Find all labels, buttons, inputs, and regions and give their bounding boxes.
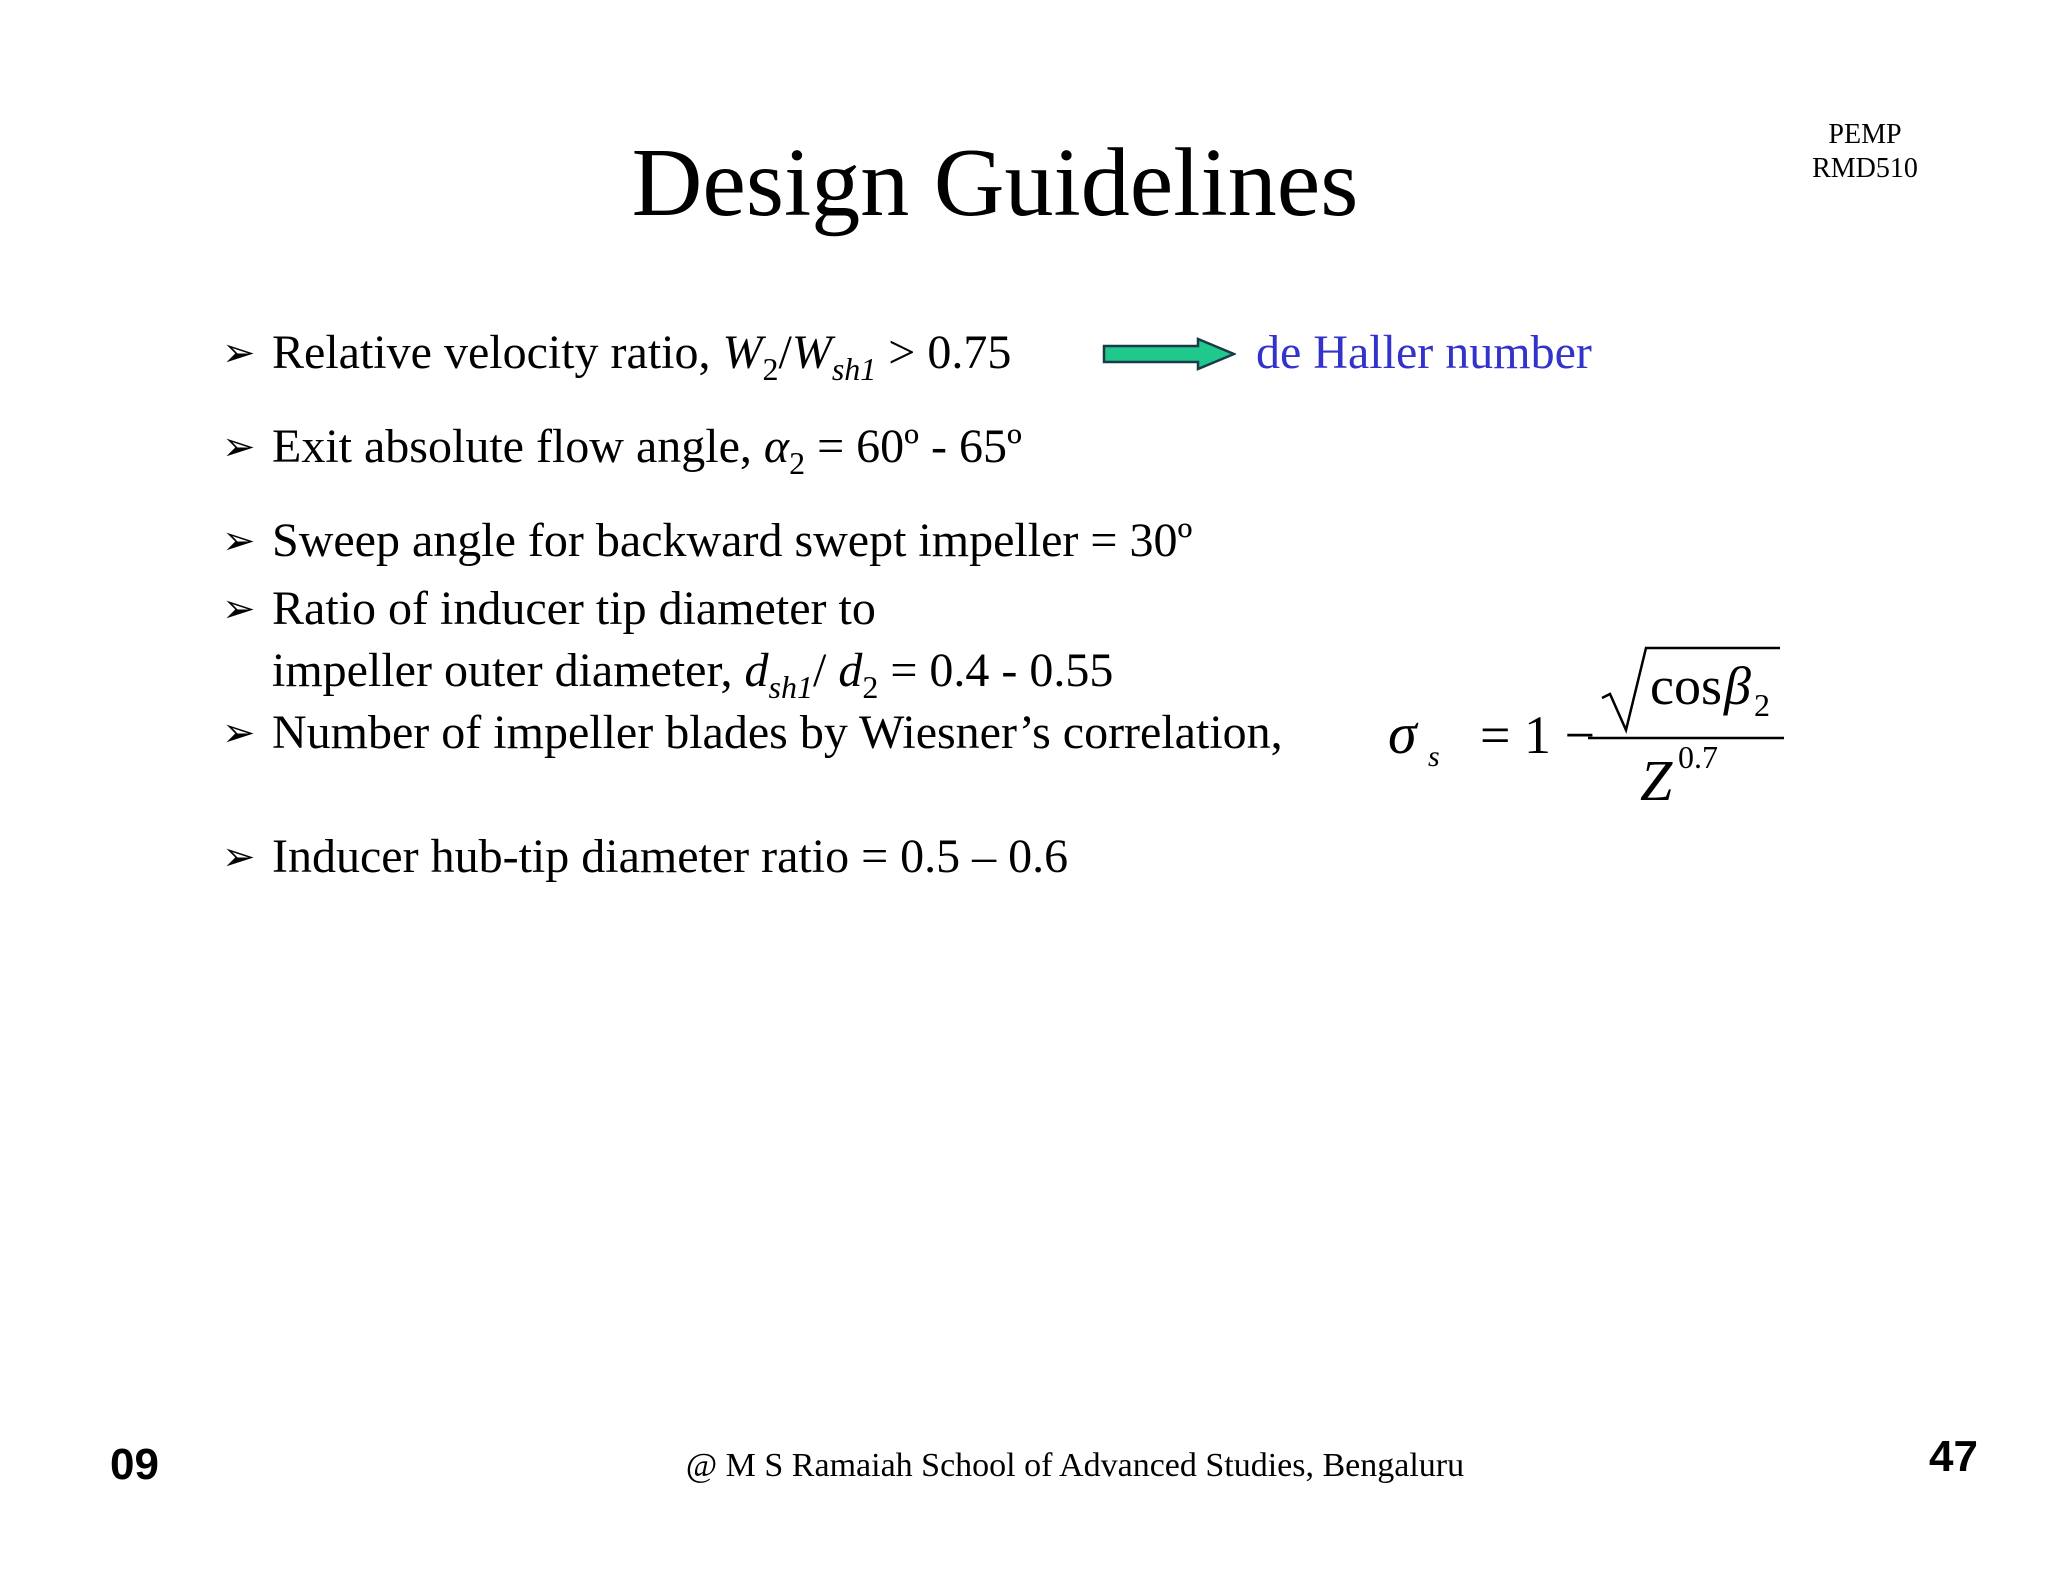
subscript: 2 — [862, 669, 879, 705]
bullet-label: impeller outer diameter, — [272, 644, 745, 697]
bullet-text: Number of impeller blades by Wiesner’s correlation, — [272, 706, 1283, 759]
var-alpha: α — [763, 420, 790, 473]
slide-title: Design Guidelines — [631, 129, 1359, 237]
subscript: sh1 — [831, 351, 877, 387]
course-code-line1: PEMP — [1828, 119, 1902, 150]
bullet-arrow-icon: ➢ — [222, 710, 256, 756]
bullet-hub-tip-ratio — [222, 828, 1068, 886]
var-w: W — [791, 326, 832, 379]
bullet-exit-flow-angle — [222, 418, 1022, 481]
bullet-wiesner — [222, 704, 1283, 762]
bullet-text: Inducer hub-tip diameter ratio = 0.5 – 0.6 — [272, 830, 1069, 883]
footer-copyright: @ M S Ramaiah School of Advanced Studies, Bengaluru — [685, 1447, 1465, 1484]
bullet-sweep-angle — [222, 512, 1192, 570]
footer-page-number: 47 — [1929, 1432, 1978, 1481]
formula-sigma-subscript: s — [1428, 740, 1440, 773]
course-code-line2: RMD510 — [1812, 153, 1918, 184]
var-d: d — [744, 644, 769, 697]
bullet-text: Sweep angle for backward swept impeller = 30º — [272, 514, 1193, 567]
bullet-arrow-icon: ➢ — [222, 518, 256, 564]
bullet-arrow-icon: ➢ — [222, 330, 256, 376]
formula-z-exponent: 0.7 — [1678, 739, 1718, 775]
bullet-arrow-icon: ➢ — [222, 586, 256, 632]
formula-beta-subscript: 2 — [1754, 687, 1770, 723]
subscript: 2 — [789, 445, 806, 481]
de-haller-annotation: de Haller number — [1256, 326, 1592, 379]
bullet-value: = 60º - 65º — [805, 420, 1022, 473]
subscript: 2 — [762, 351, 779, 387]
footer-section-number: 09 — [110, 1440, 159, 1489]
bullet-relative-velocity — [222, 324, 1012, 387]
formula-sigma: σ — [1388, 701, 1417, 766]
bullet-inducer-ratio — [222, 580, 876, 638]
var-w: W — [722, 326, 763, 379]
formula-cos: cos — [1650, 656, 1722, 716]
right-arrow-icon — [1102, 337, 1236, 371]
bullet-value: = 0.4 - 0.55 — [878, 644, 1114, 697]
bullet-label: Exit absolute flow angle, — [272, 420, 764, 473]
formula-z: Z — [1640, 748, 1673, 810]
slash: / — [778, 326, 792, 379]
bullet-inducer-ratio-continued — [272, 642, 1114, 705]
bullet-text: Ratio of inducer tip diameter to — [272, 582, 876, 635]
wiesner-formula — [1388, 640, 1788, 810]
formula-beta: β — [1724, 656, 1751, 716]
subscript: sh1 — [768, 669, 813, 705]
bullet-label: Relative velocity ratio, — [272, 326, 723, 379]
bullet-arrow-icon: ➢ — [222, 424, 256, 470]
bullet-arrow-icon: ➢ — [222, 834, 256, 880]
var-d: d — [838, 644, 863, 697]
formula-equals-one-minus: = 1 − — [1480, 705, 1595, 765]
bullet-value: > 0.75 — [876, 326, 1012, 379]
slash: / — [813, 644, 839, 697]
